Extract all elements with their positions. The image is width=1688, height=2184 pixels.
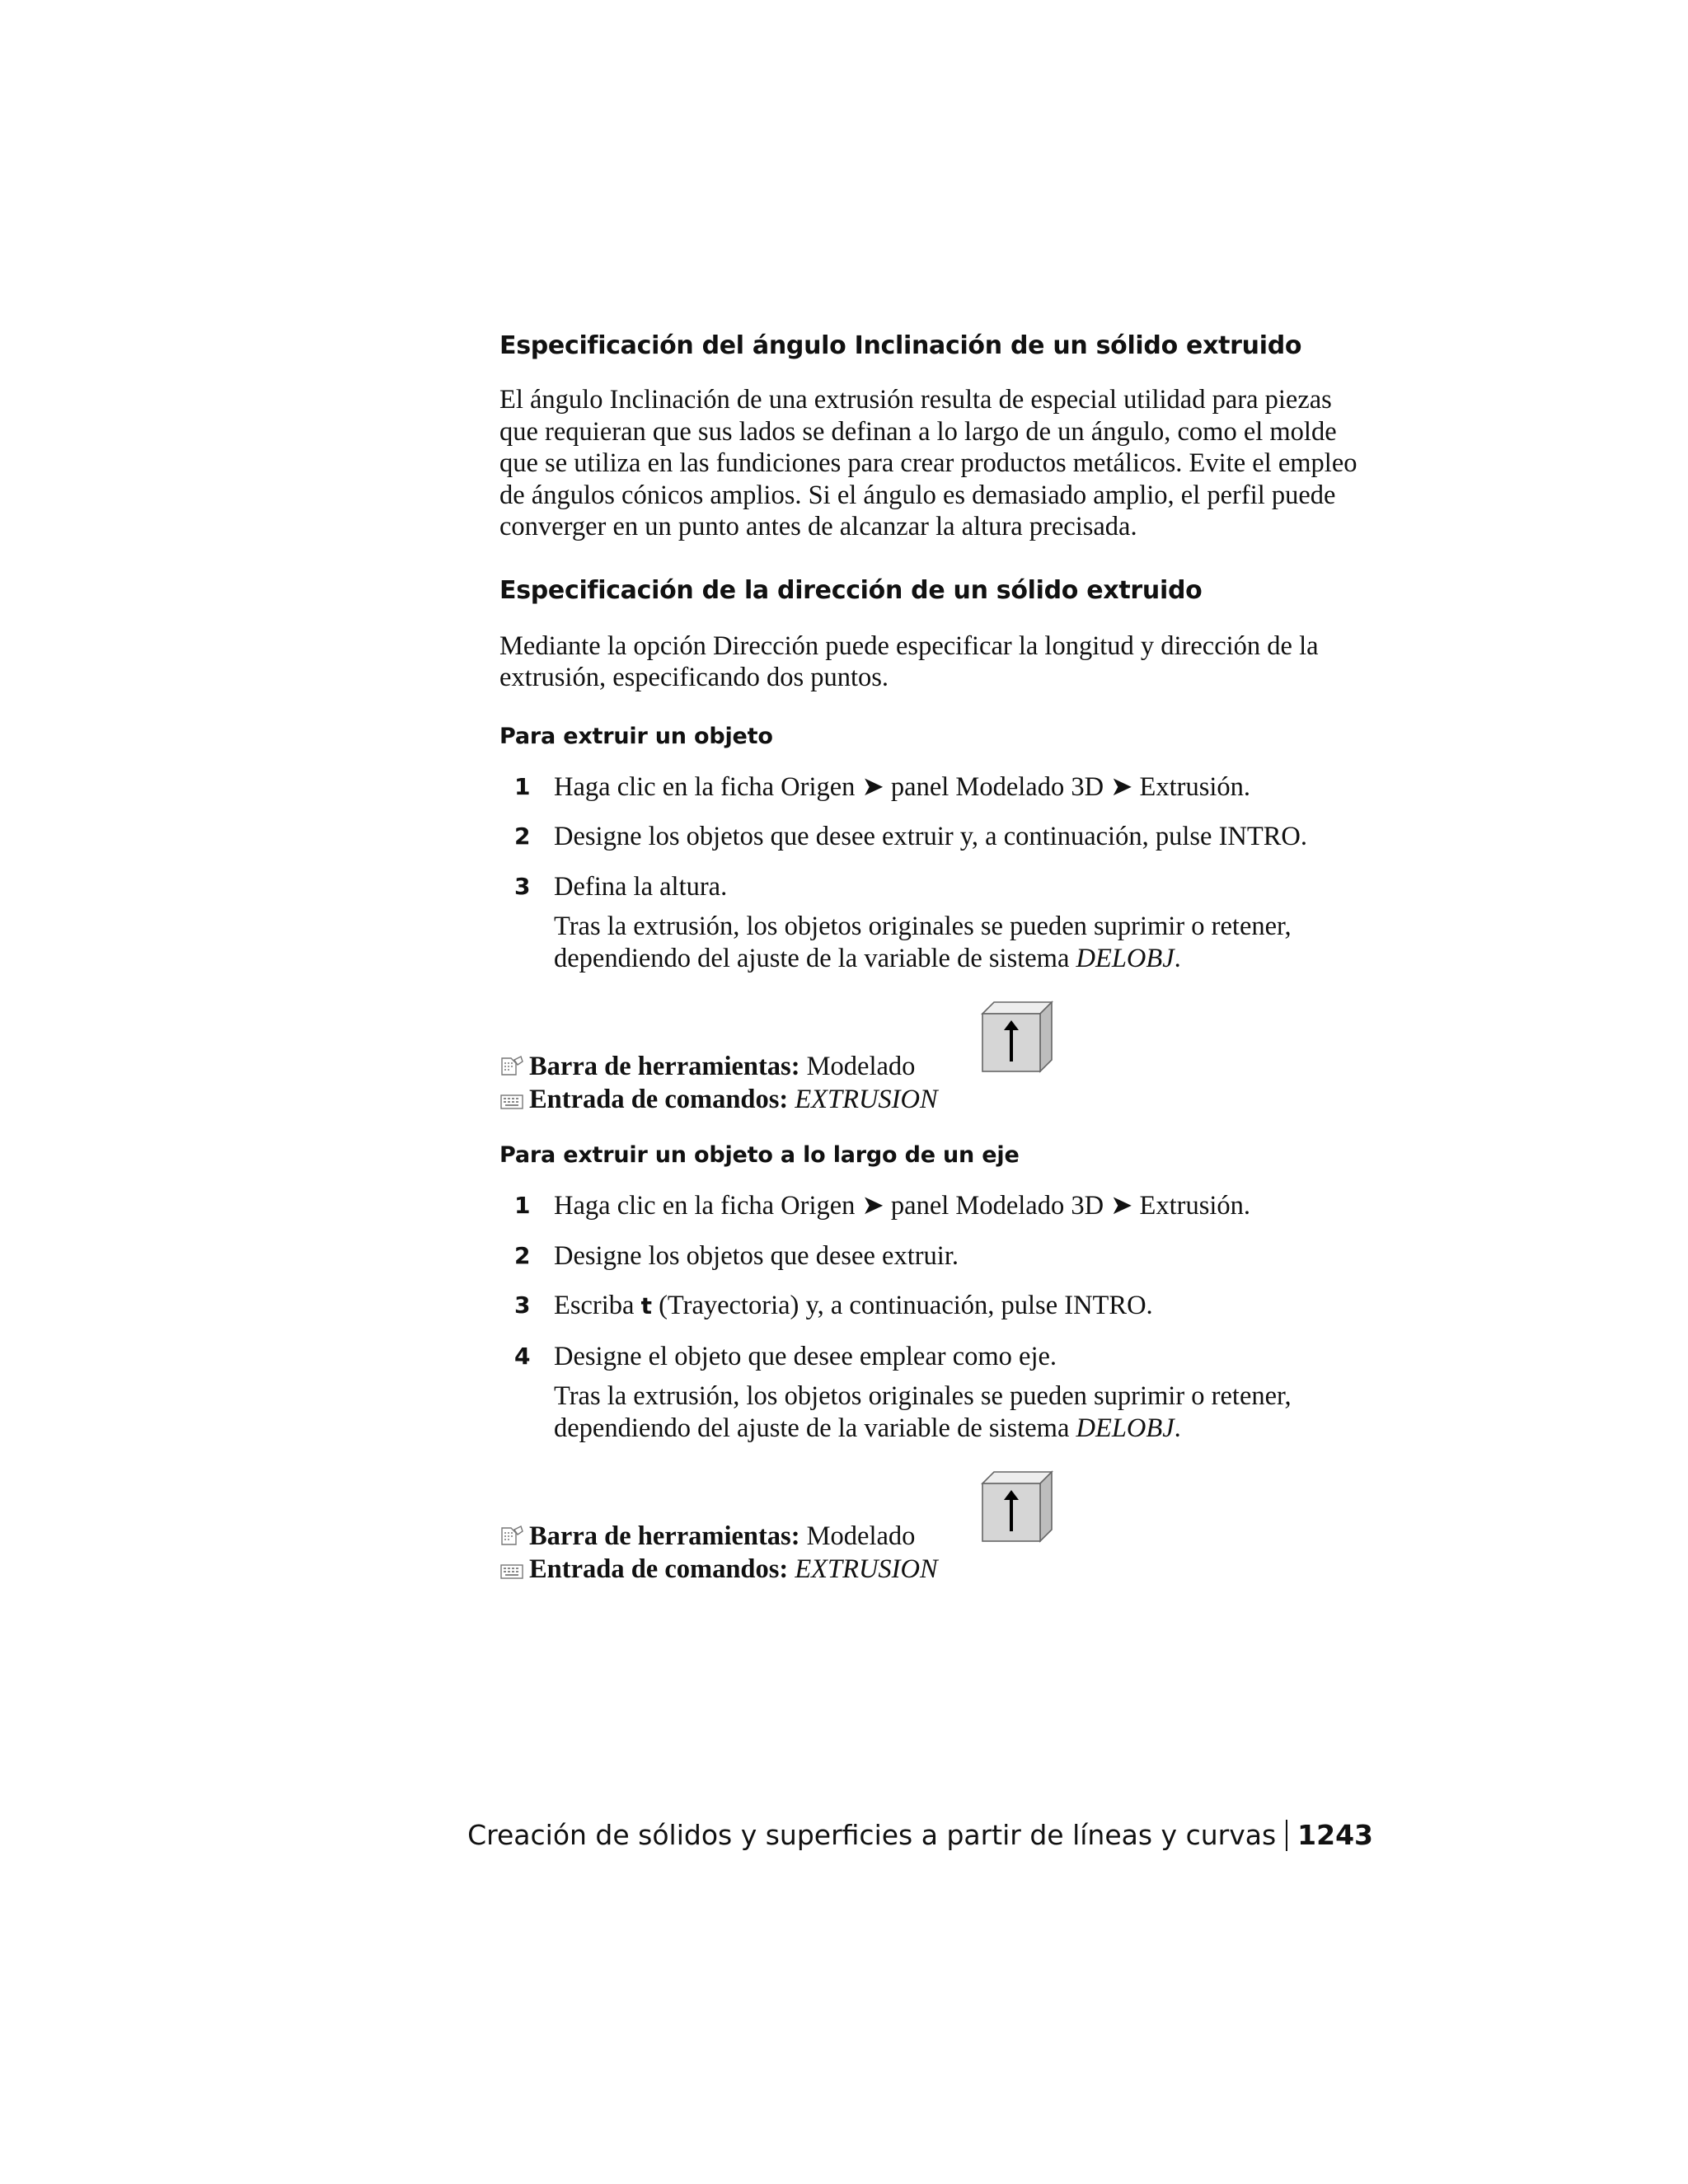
body-line: de ángulos cónicos amplios. Si el ángulo es demasiado amplio, el perfil puede: [499, 480, 1336, 510]
system-variable: DELOBJ: [1076, 1413, 1175, 1443]
step-text-suffix: (Trayectoria) y, a continuación, pulse INTRO.: [651, 1291, 1153, 1320]
keyboard-icon: [499, 1556, 524, 1589]
toolbar-value: Modelado: [806, 1052, 916, 1081]
section-heading-taper-angle: Especificación del ángulo Inclinación de un sólido extruido: [499, 331, 1302, 360]
note-line: Tras la extrusión, los objetos originales se pueden suprimir o retener,: [554, 1381, 1292, 1411]
note-end: .: [1174, 1413, 1181, 1443]
step-text: Haga clic en la ficha Origen ➤ panel Modelado 3D ➤ Extrusión.: [554, 771, 1251, 802]
toolbar-reference: [499, 1050, 915, 1086]
body-line: que se utiliza en las fundiciones para crear productos metálicos. Evite el empleo: [499, 448, 1357, 478]
section-heading-direction: Especificación de la dirección de un sólido extruido: [499, 575, 1203, 605]
note-line-prefix: dependiendo del ajuste de la variable de sistema: [554, 1413, 1076, 1443]
footer-divider: [1286, 1820, 1287, 1851]
toolbar-icon: [499, 1523, 524, 1556]
body-line: que requieran que sus lados se definan a lo largo de un ángulo, como el molde: [499, 416, 1337, 447]
page-number: 1243: [1297, 1819, 1373, 1851]
note-end: .: [1174, 943, 1181, 973]
body-line: converger en un punto antes de alcanzar la altura precisada.: [499, 512, 1137, 541]
extrude-cube-icon[interactable]: [979, 1470, 1055, 1547]
command-value: EXTRUSION: [795, 1554, 938, 1584]
toolbar-label: Barra de herramientas:: [529, 1052, 800, 1081]
procedure-step: [499, 771, 1373, 804]
note-line-prefix: dependiendo del ajuste de la variable de sistema: [554, 943, 1076, 973]
body-line: El ángulo Inclinación de una extrusión resulta de especial utilidad para piezas: [499, 385, 1332, 415]
procedure-step: [499, 1240, 1373, 1272]
procedure-steps-extrude-path: [499, 1190, 1373, 1444]
step-number: 1: [514, 1192, 531, 1219]
procedure-step: [499, 1190, 1373, 1222]
note-line: Tras la extrusión, los objetos originales se pueden suprimir o retener,: [554, 912, 1292, 941]
step-number: 3: [514, 1291, 531, 1319]
option-key: t: [640, 1292, 652, 1319]
step-number: 4: [514, 1342, 531, 1370]
procedure-steps-extrude: [499, 771, 1373, 975]
section-body-taper-angle: [499, 384, 1373, 543]
body-line: extrusión, especificando dos puntos.: [499, 663, 889, 692]
extrude-cube-icon[interactable]: [979, 1001, 1055, 1077]
toolbar-value: Modelado: [806, 1521, 916, 1551]
toolbar-reference: [499, 1520, 915, 1556]
page-footer: [0, 1817, 1373, 1854]
step-note: [554, 1380, 1373, 1444]
procedure-step: [499, 1341, 1373, 1445]
keyboard-icon: [499, 1086, 524, 1119]
step-note: [554, 911, 1373, 974]
command-label: Entrada de comandos:: [529, 1554, 789, 1584]
step-text-prefix: Escriba: [554, 1291, 641, 1320]
command-reference: [499, 1470, 1373, 1586]
command-reference: [499, 1001, 1373, 1116]
command-entry-reference: [499, 1553, 938, 1589]
page-content: [499, 330, 1373, 1586]
step-text: Designe los objetos que desee extruir y, a continuación, pulse INTRO.: [554, 822, 1307, 851]
section-body-direction: [499, 630, 1373, 694]
command-value: EXTRUSION: [795, 1085, 938, 1114]
chapter-title: Creación de sólidos y superficies a partir de líneas y curvas: [467, 1819, 1277, 1851]
step-text: Designe el objeto que desee emplear como eje.: [554, 1341, 1057, 1371]
step-text: Designe los objetos que desee extruir.: [554, 1240, 959, 1271]
command-entry-reference: [499, 1083, 938, 1119]
step-text: Haga clic en la ficha Origen ➤ panel Modelado 3D ➤ Extrusión.: [554, 1191, 1251, 1221]
step-number: 1: [514, 772, 531, 800]
procedure-step: [499, 1290, 1373, 1323]
toolbar-icon: [499, 1053, 524, 1086]
step-number: 2: [514, 823, 531, 850]
procedure-heading-extrude: Para extruir un objeto: [499, 723, 773, 749]
step-text: Defina la altura.: [554, 871, 728, 902]
step-number: 3: [514, 872, 531, 900]
command-label: Entrada de comandos:: [529, 1085, 789, 1114]
procedure-heading-extrude-path: Para extruir un objeto a lo largo de un eje: [499, 1142, 1020, 1168]
procedure-step: [499, 821, 1373, 853]
body-line: Mediante la opción Dirección puede especificar la longitud y dirección de la: [499, 630, 1319, 661]
procedure-step: [499, 871, 1373, 975]
toolbar-label: Barra de herramientas:: [529, 1521, 800, 1551]
step-number: 2: [514, 1241, 531, 1269]
system-variable: DELOBJ: [1076, 943, 1175, 973]
